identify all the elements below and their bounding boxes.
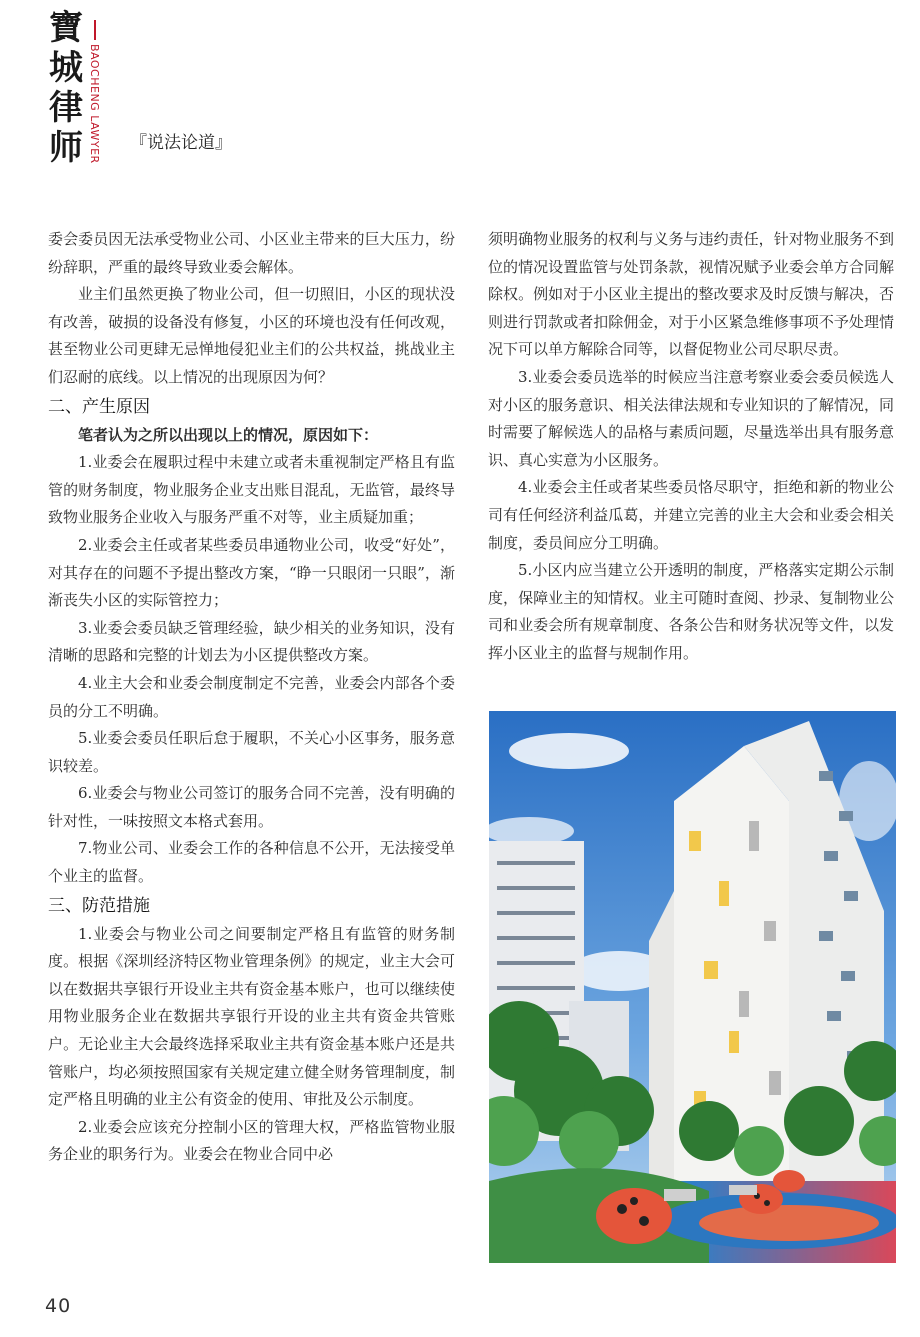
right-column (488, 226, 894, 668)
section-heading-measures: 三、防范措施 (48, 895, 150, 916)
measure-item: 5.小区内应当建立公开透明的制度，严格落实定期公示制度，保障业主的知情权。业主可随时查阅、抄录、复制物业公司和业委会所有规章制度、各条公告和财务状况等文件，以发挥小区业主的监督与规制作用。 (488, 561, 894, 662)
left-column (48, 226, 455, 1169)
logo-char: 城 (49, 48, 83, 88)
paragraph: 业主们虽然更换了物业公司，但一切照旧，小区的现状没有改善，破损的设备没有修复，小区的环境也没有任何改观，甚至物业公司更肆无忌惮地侵犯业主们的公共权益，挑战业主们忍耐的底线。以上情况的出现原因为何？ (48, 285, 455, 386)
measure-item: 2.业委会应该充分控制小区的管理大权，严格监管物业服务企业的职务行为。业委会在物业合同中必 (48, 1117, 455, 1164)
cause-item: 2.业委会主任或者某些委员串通物业公司，收受“好处”，对其存在的问题不予提出整改方案，“睁一只眼闭一只眼”，渐渐丧失小区的实际管控力； (48, 535, 455, 610)
measure-item: 1.业委会与物业公司之间要制定严格且有监管的财务制度。根据《深圳经济特区物业管理条例》的规定，业主大会可以在数据共享银行开设业主共有资金基本账户，也可以继续使用物业服务企业在数据共享银行开设的业主共有资金共管账户。无论业主大会最终选择采取业主共有资金基本账户还是共管账户，均必须按照国家有关规定建立健全财务管理制度，制定严格且明确的业主公有资金的使用、审批及公示制度。 (48, 924, 455, 1109)
paragraph: 须明确物业服务的权利与义务与违约责任，针对物业服务不到位的情况设置监管与处罚条款，视情况赋予业委会单方合同解除权。例如对于小区业主提出的整改要求及时反馈与解决，否则进行罚款或者扣除佣金，对于小区紧急维修事项不予处理情况下可以单方解除合同等，以督促物业公司尽职尽责。 (488, 230, 894, 359)
logo-char: 师 (49, 128, 83, 168)
logo-char: 寶 (49, 8, 83, 48)
paragraph: 委会委员因无法承受物业公司、小区业主带来的巨大压力，纷纷辞职，严重的最终导致业委会解体。 (48, 230, 455, 276)
section-heading-causes: 二、产生原因 (48, 396, 150, 417)
cause-item: 4.业主大会和业委会制度制定不完善，业委会内部各个委员的分工不明确。 (48, 673, 455, 720)
masthead (44, 8, 124, 183)
logo-char: 律 (49, 88, 83, 128)
logo (44, 8, 88, 168)
measure-item: 3.业委会委员选举的时候应当注意考察业委会委员候选人对小区的服务意识、相关法律法规和专业知识的了解情况，同时需要了解候选人的品格与素质问题，尽量选举出具有服务意识、真心实意为小区服务。 (488, 367, 894, 469)
cause-item: 5.业委会委员任职后怠于履职，不关心小区事务，服务意识较差。 (48, 729, 455, 775)
logo-accent-line (94, 20, 96, 40)
cause-item: 1.业委会在履职过程中未建立或者未重视制定严格且有监管的财务制度，物业服务企业支出账目混乱，无监管，最终导致物业服务企业收入与服务严重不对等，业主质疑加重； (48, 453, 455, 527)
cause-item: 3.业委会委员缺乏管理经验，缺少相关的业务知识，没有清晰的思路和完整的计划去为小区提供整改方案。 (48, 618, 455, 665)
photo-illustration (489, 711, 896, 1263)
page-number: 40 (45, 1295, 72, 1317)
residential-complex-photo (489, 711, 896, 1263)
cause-item: 6.业委会与物业公司签订的服务合同不完善，没有明确的针对性，一味按照文本格式套用。 (48, 784, 455, 830)
cause-item: 7.物业公司、业委会工作的各种信息不公开，无法接受单个业主的监督。 (48, 839, 455, 886)
measure-item: 4.业委会主任或者某些委员恪尽职守，拒绝和新的物业公司有任何经济利益瓜葛，并建立完善的业主大会和业委会相关制度，委员间应分工明确。 (488, 478, 894, 552)
logo-latin-text: BAOCHENG LAWYER (88, 44, 101, 164)
column-name: 『说法论道』 (130, 133, 232, 153)
causes-lead: 笔者认为之所以出现以上的情况，原因如下： (78, 425, 379, 444)
